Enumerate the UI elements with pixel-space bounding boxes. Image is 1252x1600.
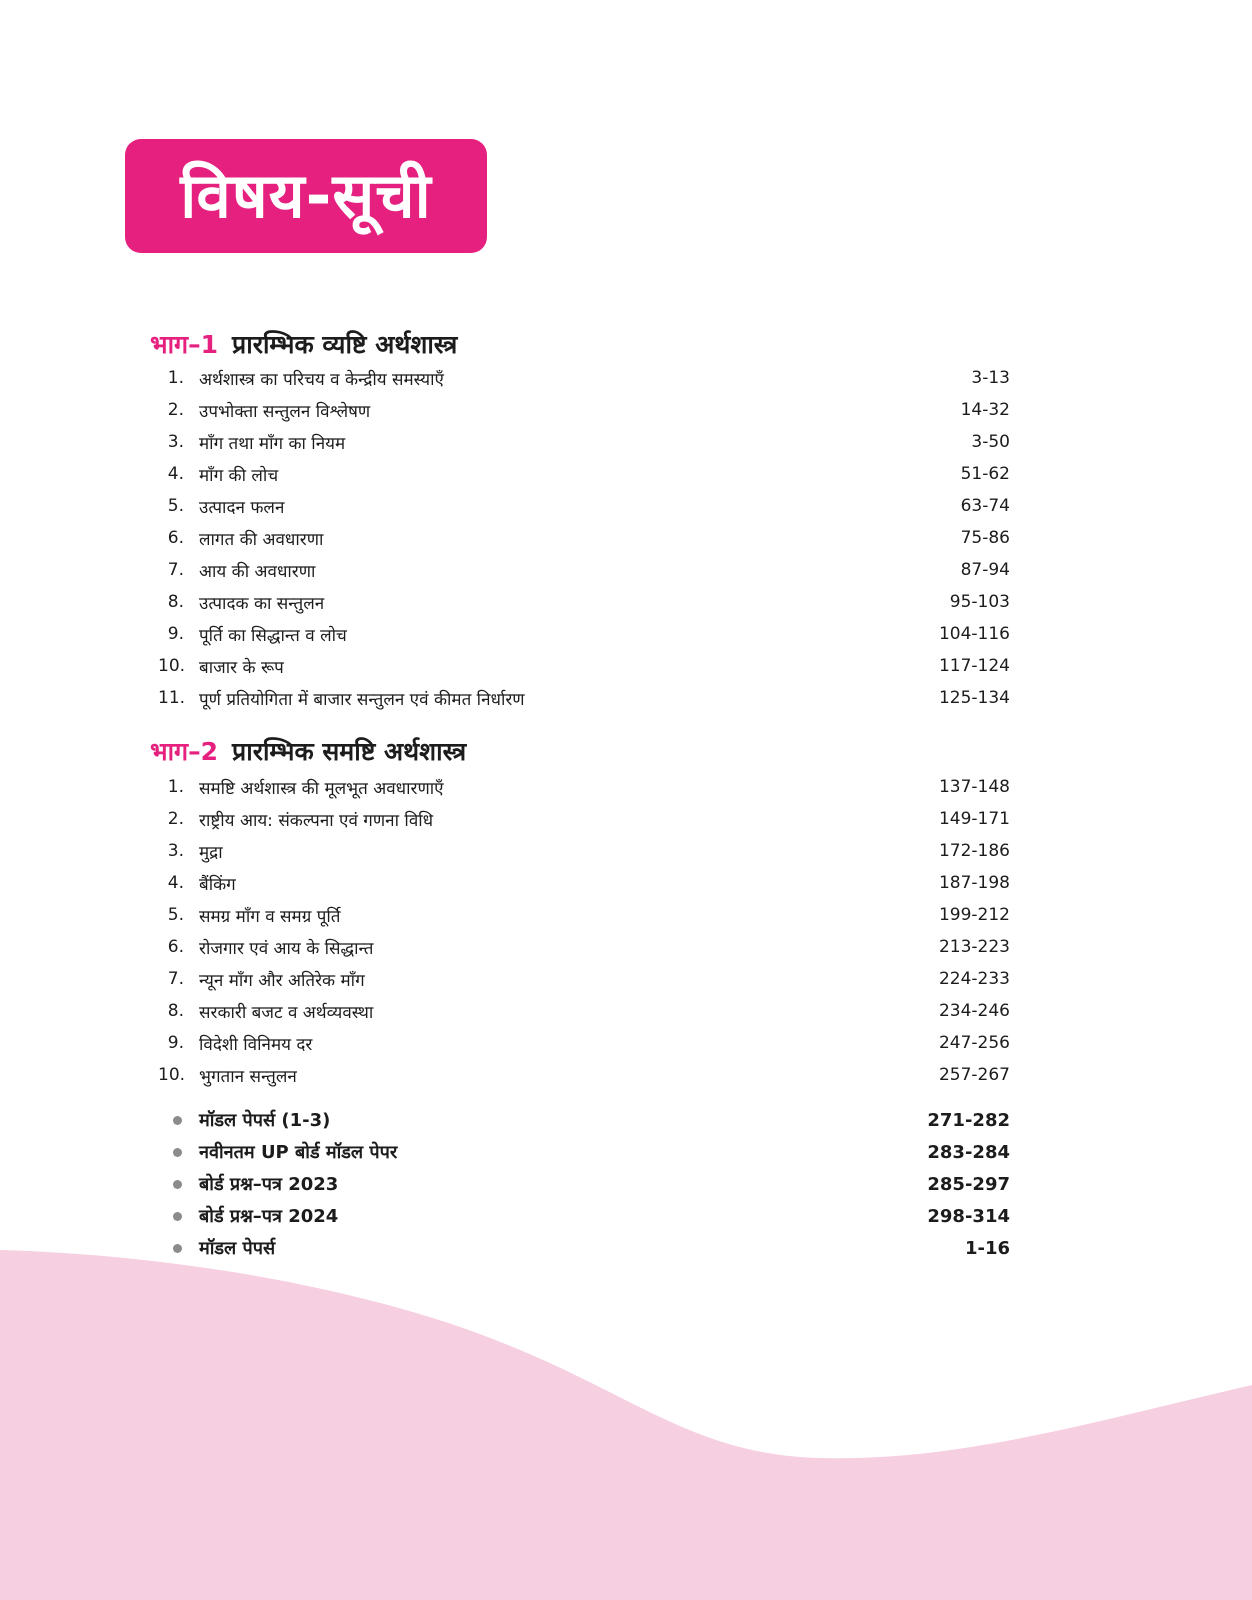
part2-name: प्रारम्भिक समष्टि अर्थशास्त्र — [232, 737, 467, 766]
extras-title: बोर्ड प्रश्न–पत्र 2023 — [199, 1174, 339, 1195]
toc-entry[interactable] — [0, 554, 1252, 586]
chapter-pages: 137-148 — [938, 777, 1010, 797]
chapter-number: 4. — [167, 873, 184, 893]
extras-entry[interactable] — [0, 1232, 1252, 1264]
chapter-title: सरकारी बजट व अर्थव्यवस्था — [199, 1002, 374, 1023]
chapter-number: 2. — [167, 400, 184, 420]
part1-label: भाग–1 — [150, 330, 219, 359]
extras-entry[interactable] — [0, 1200, 1252, 1232]
chapter-number: 3. — [167, 432, 184, 452]
bullet-icon — [173, 1148, 182, 1157]
chapter-pages: 199-212 — [938, 905, 1010, 925]
part2-label: भाग–2 — [150, 737, 219, 766]
chapter-pages: 247-256 — [938, 1033, 1010, 1053]
chapter-title: पूर्ति का सिद्धान्त व लोच — [199, 625, 347, 646]
chapter-pages: 104-116 — [938, 624, 1010, 644]
chapter-title: आय की अवधारणा — [199, 561, 316, 582]
chapter-pages: 75-86 — [960, 528, 1010, 548]
extras-title: मॉडल पेपर्स (1-3) — [199, 1110, 331, 1131]
toc-entry[interactable] — [0, 490, 1252, 522]
bullet-icon — [173, 1244, 182, 1253]
chapter-pages: 95-103 — [949, 592, 1010, 612]
chapter-title: माँग की लोच — [199, 465, 279, 486]
chapter-pages: 213-223 — [938, 937, 1010, 957]
chapter-number: 1. — [167, 368, 184, 388]
chapter-pages: 117-124 — [938, 656, 1010, 676]
chapter-number: 8. — [167, 1001, 184, 1021]
bullet-icon — [173, 1116, 182, 1125]
extras-entry[interactable] — [0, 1168, 1252, 1200]
chapter-number: 8. — [167, 592, 184, 612]
chapter-number: 10. — [158, 1065, 186, 1085]
toc-entry[interactable] — [0, 867, 1252, 899]
chapter-number: 5. — [167, 905, 184, 925]
chapter-number: 7. — [167, 560, 184, 580]
chapter-pages: 125-134 — [938, 688, 1010, 708]
chapter-title: पूर्ण प्रतियोगिता में बाजार सन्तुलन एवं कीमत निर्धारण — [199, 689, 525, 710]
toc-entry[interactable] — [0, 1027, 1252, 1059]
chapter-title: विदेशी विनिमय दर — [199, 1034, 313, 1055]
chapter-pages: 3-50 — [971, 432, 1010, 452]
chapter-pages: 63-74 — [960, 496, 1010, 516]
part2-chapter-list — [0, 771, 1252, 1091]
chapter-pages: 234-246 — [938, 1001, 1010, 1021]
chapter-pages: 224-233 — [938, 969, 1010, 989]
chapter-number: 10. — [158, 656, 186, 676]
chapter-number: 9. — [167, 624, 184, 644]
extras-pages: 285-297 — [927, 1173, 1010, 1195]
chapter-title: भुगतान सन्तुलन — [199, 1066, 297, 1087]
toc-entry[interactable] — [0, 522, 1252, 554]
chapter-pages: 257-267 — [938, 1065, 1010, 1085]
toc-entry[interactable] — [0, 586, 1252, 618]
extras-pages: 283-284 — [927, 1141, 1010, 1163]
chapter-number: 4. — [167, 464, 184, 484]
title-banner — [125, 139, 487, 253]
chapter-title: समग्र माँग व समग्र पूर्ति — [199, 906, 341, 927]
part1-chapter-list — [0, 362, 1252, 714]
chapter-number: 2. — [167, 809, 184, 829]
bullet-icon — [173, 1180, 182, 1189]
chapter-pages: 3-13 — [971, 368, 1010, 388]
extras-title: मॉडल पेपर्स — [199, 1238, 276, 1259]
toc-entry[interactable] — [0, 803, 1252, 835]
page-title: विषय-सूची — [180, 159, 432, 232]
chapter-title: अर्थशास्त्र का परिचय व केन्द्रीय समस्याएँ — [199, 369, 444, 390]
extras-pages: 298-314 — [927, 1205, 1010, 1227]
chapter-title: समष्टि अर्थशास्त्र की मूलभूत अवधारणाएँ — [199, 778, 444, 799]
toc-entry[interactable] — [0, 1059, 1252, 1091]
chapter-number: 3. — [167, 841, 184, 861]
extras-entry[interactable] — [0, 1136, 1252, 1168]
chapter-pages: 87-94 — [960, 560, 1010, 580]
chapter-title: उत्पादक का सन्तुलन — [199, 593, 325, 614]
chapter-number: 7. — [167, 969, 184, 989]
toc-entry[interactable] — [0, 426, 1252, 458]
extras-pages: 271-282 — [927, 1109, 1010, 1131]
chapter-title: माँग तथा माँग का नियम — [199, 433, 346, 454]
chapter-title: न्यून माँग और अतिरेक माँग — [199, 970, 365, 991]
extras-pages: 1-16 — [964, 1237, 1010, 1259]
chapter-title: रोजगार एवं आय के सिद्धान्त — [199, 938, 374, 959]
chapter-title: उपभोक्ता सन्तुलन विश्लेषण — [199, 401, 371, 422]
chapter-number: 6. — [167, 937, 184, 957]
part1-name: प्रारम्भिक व्यष्टि अर्थशास्त्र — [232, 330, 458, 359]
chapter-title: उत्पादन फलन — [199, 497, 285, 518]
chapter-title: बैंकिंग — [199, 874, 236, 895]
toc-entry[interactable] — [0, 458, 1252, 490]
chapter-title: मुद्रा — [199, 842, 223, 863]
toc-entry[interactable] — [0, 995, 1252, 1027]
toc-entry[interactable] — [0, 394, 1252, 426]
toc-entry[interactable] — [0, 771, 1252, 803]
chapter-title: लागत की अवधारणा — [199, 529, 324, 550]
toc-entry[interactable] — [0, 682, 1252, 714]
toc-entry[interactable] — [0, 963, 1252, 995]
extras-title: नवीनतम UP बोर्ड मॉडल पेपर — [199, 1142, 398, 1163]
chapter-pages: 187-198 — [938, 873, 1010, 893]
extras-title: बोर्ड प्रश्न–पत्र 2024 — [199, 1206, 339, 1227]
toc-entry[interactable] — [0, 650, 1252, 682]
chapter-title: बाजार के रूप — [199, 657, 284, 678]
toc-entry[interactable] — [0, 362, 1252, 394]
chapter-pages: 172-186 — [938, 841, 1010, 861]
chapter-number: 9. — [167, 1033, 184, 1053]
extras-list — [0, 1104, 1252, 1264]
chapter-number: 1. — [167, 777, 184, 797]
chapter-pages: 149-171 — [938, 809, 1010, 829]
toc-entry[interactable] — [0, 899, 1252, 931]
chapter-pages: 14-32 — [960, 400, 1010, 420]
bullet-icon — [173, 1212, 182, 1221]
chapter-title: राष्ट्रीय आय: संकल्पना एवं गणना विधि — [199, 810, 434, 831]
chapter-number: 5. — [167, 496, 184, 516]
toc-entry[interactable] — [0, 618, 1252, 650]
part2-heading — [150, 733, 466, 769]
chapter-number: 6. — [167, 528, 184, 548]
toc-entry[interactable] — [0, 931, 1252, 963]
toc-entry[interactable] — [0, 835, 1252, 867]
chapter-number: 11. — [158, 688, 186, 708]
chapter-pages: 51-62 — [960, 464, 1010, 484]
extras-entry[interactable] — [0, 1104, 1252, 1136]
part1-heading — [150, 326, 457, 362]
